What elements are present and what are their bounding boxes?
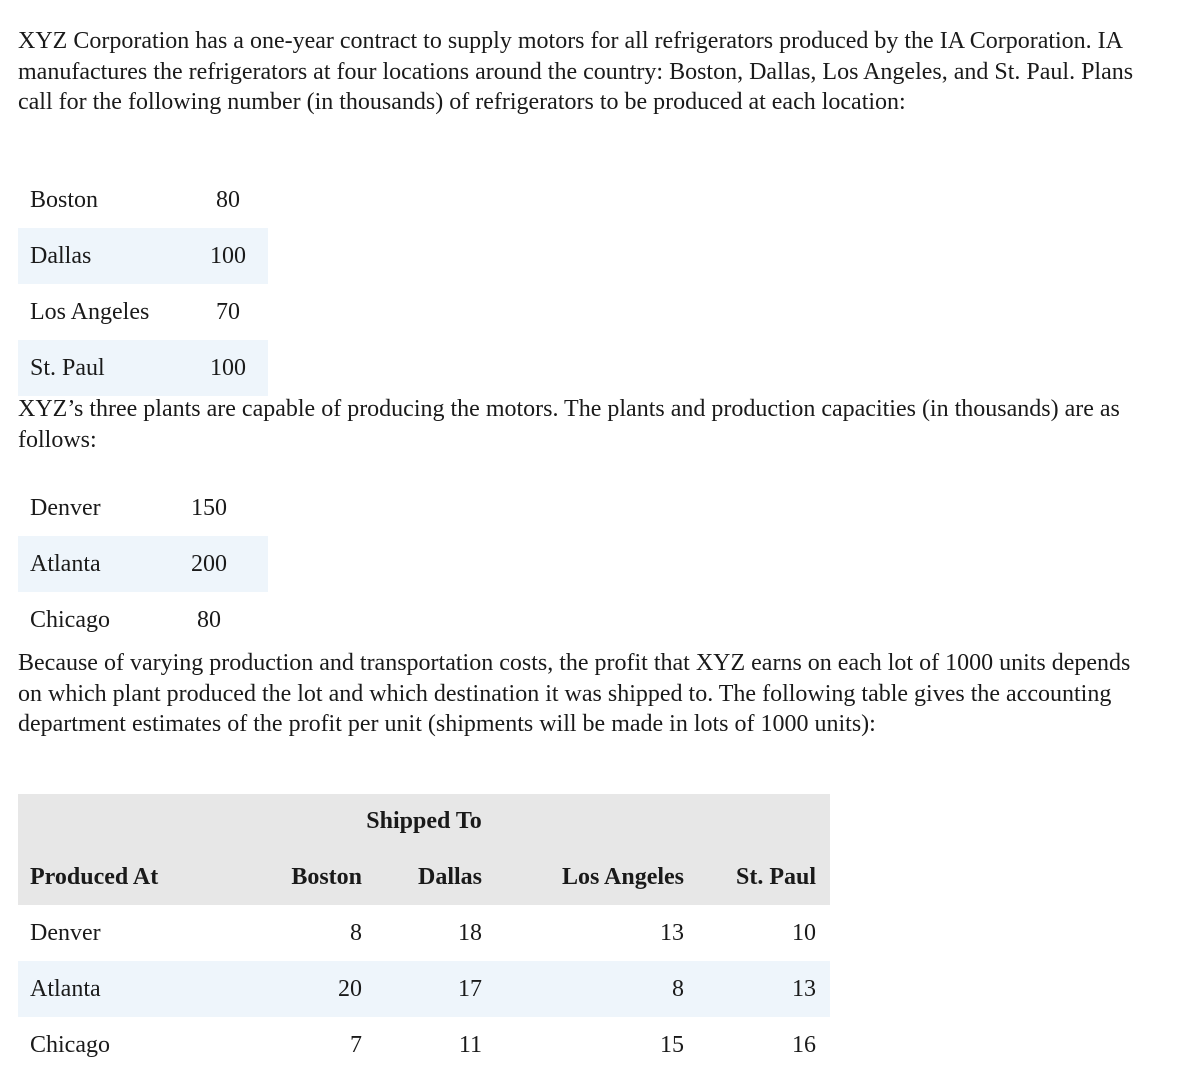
capacity-value: 80	[197, 606, 221, 633]
profit-cell: 20	[242, 961, 374, 1017]
plant-cell: Atlanta	[18, 961, 242, 1017]
table-row	[18, 480, 268, 536]
profit-cell: 8	[350, 919, 362, 946]
demand-value: 100	[188, 340, 268, 396]
column-header: Los Angeles	[482, 849, 684, 905]
column-header: Boston	[242, 849, 374, 905]
produced-at-header: Produced At	[18, 849, 242, 905]
profit-cell: 17	[374, 961, 482, 1017]
plant-cell: Denver	[30, 919, 101, 946]
capacity-value: 150	[191, 494, 227, 521]
plant-label: Denver	[30, 494, 101, 521]
column-header: Dallas	[374, 849, 482, 905]
table-row	[18, 172, 268, 228]
profit-cell: 8	[482, 961, 684, 1017]
table-row	[18, 905, 830, 961]
capacity-table	[18, 480, 268, 648]
shipped-to-header: Shipped To	[18, 794, 830, 849]
column-header: St. Paul	[684, 849, 830, 905]
table-row	[18, 284, 268, 340]
profit-cell: 10	[792, 919, 816, 946]
profit-cell: 7	[350, 1031, 362, 1058]
plant-label: Atlanta	[18, 536, 188, 592]
profit-cell: 16	[792, 1031, 816, 1058]
capacity-value: 200	[191, 550, 227, 577]
city-label: Dallas	[18, 228, 188, 284]
plant-label: Chicago	[30, 606, 110, 633]
demand-value: 80	[216, 186, 240, 213]
profit-cell: 13	[660, 919, 684, 946]
table-header-row	[18, 794, 830, 849]
table-row	[18, 536, 268, 592]
table-row	[18, 961, 830, 1017]
plants-paragraph: XYZ’s three plants are capable of producing the motors. The plants and production capacities (in thousands) are as follows:	[18, 396, 1120, 453]
city-label: Boston	[30, 186, 99, 213]
table-row	[18, 340, 268, 396]
demand-value: 100	[188, 228, 268, 284]
profit-cell: 15	[660, 1031, 684, 1058]
demand-table	[18, 172, 268, 396]
profit-paragraph: Because of varying production and transportation costs, the profit that XYZ earns on each lot of 1000 units depends on which plant produced the lot and which destination it was shipped to. The following table gives the accounting department estimates of the profit per unit (shipments will be made in lots of 1000 units):	[18, 650, 1131, 737]
table-row	[18, 592, 268, 648]
intro-paragraph: XYZ Corporation has a one-year contract to supply motors for all refrigerators produced by the IA Corporation. IA manufactures the refrigerators at four locations around the country: Boston, Dallas, Los Angeles, and St. Paul. Plans call for the following number (in thousands) of refrigerators to be produced at each location:	[18, 28, 1134, 115]
city-label: Los Angeles	[30, 298, 150, 325]
profit-cell: 18	[458, 919, 482, 946]
plant-cell: Chicago	[30, 1031, 110, 1058]
city-label: St. Paul	[18, 340, 188, 396]
profit-cell: 11	[458, 1031, 482, 1058]
profit-table	[18, 794, 830, 1073]
table-row	[18, 228, 268, 284]
table-row	[18, 1017, 830, 1073]
profit-cell: 13	[684, 961, 830, 1017]
demand-value: 70	[216, 298, 240, 325]
table-header-row	[18, 849, 830, 905]
